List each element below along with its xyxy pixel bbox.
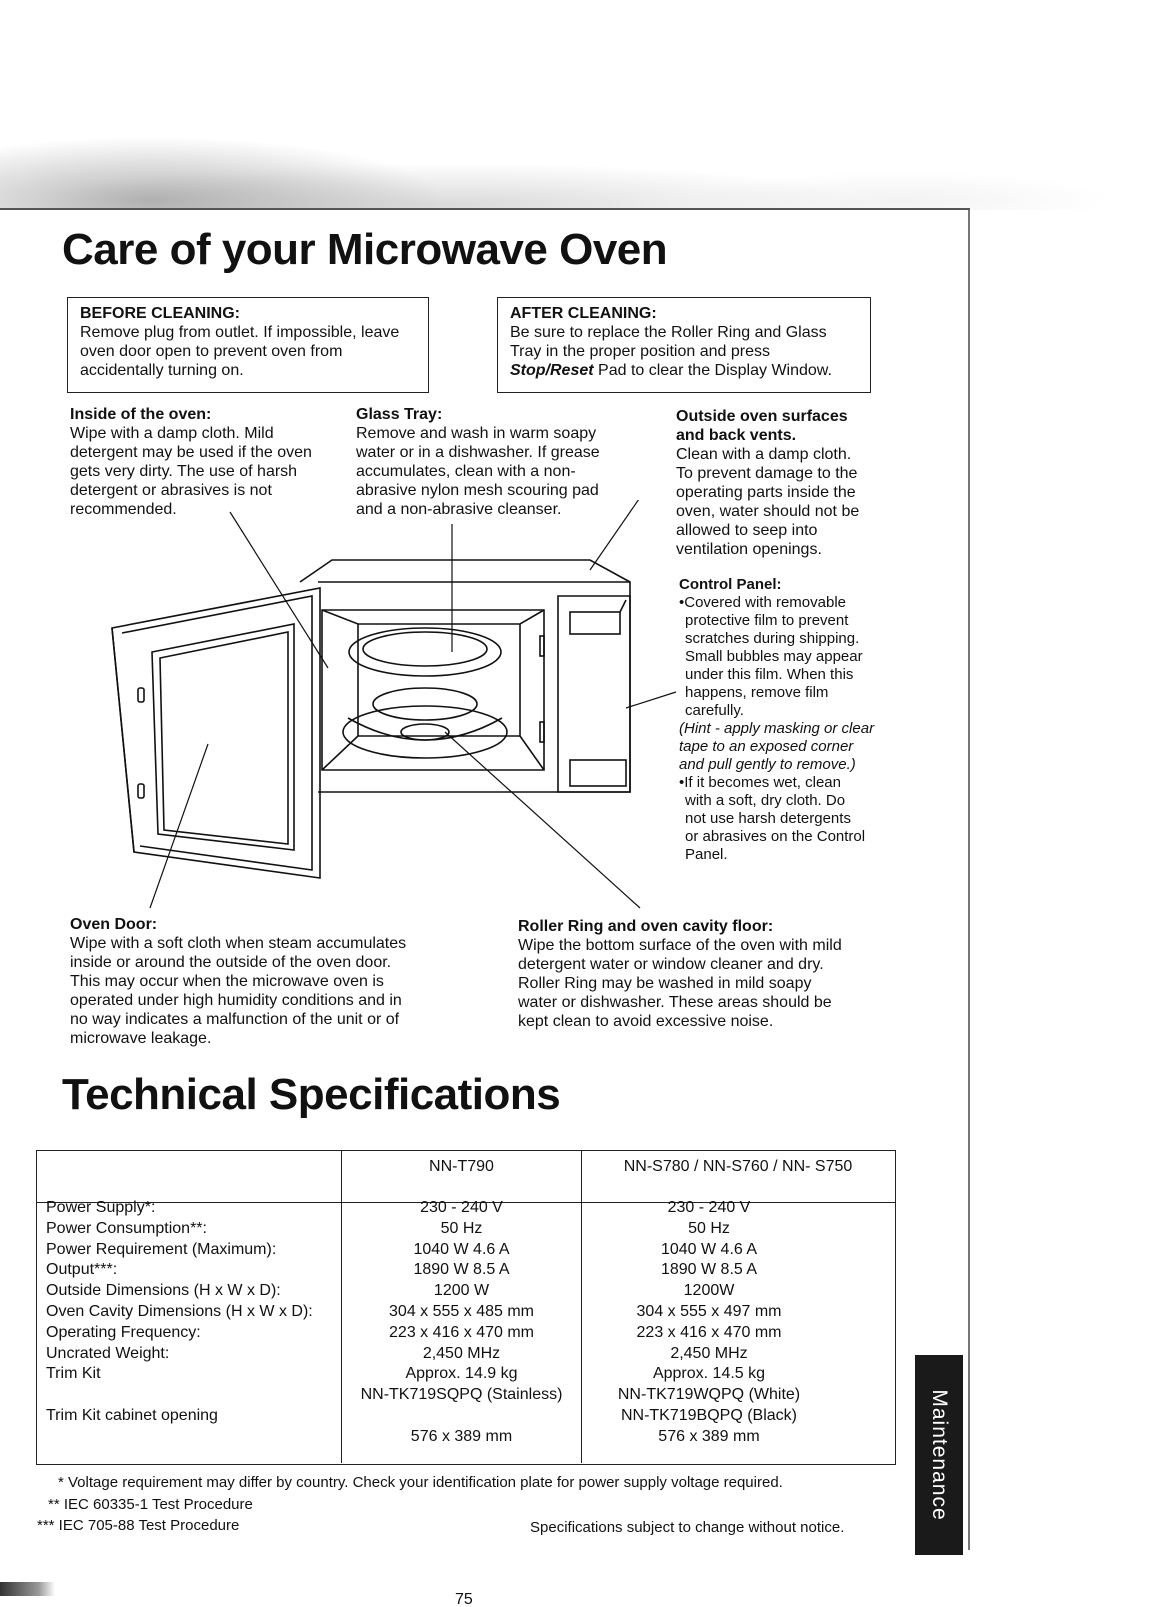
spec-label: Trim Kit cabinet opening <box>46 1407 218 1425</box>
spec-value: 2,450 MHz <box>670 1344 748 1362</box>
spec-value: 304 x 555 x 485 mm <box>389 1302 534 1320</box>
spec-values-t790 <box>342 1198 581 1448</box>
inside-oven-section: Inside of the oven: Wipe with a damp cloth. Mild detergent may be used if the oven gets very dirty. The use of harsh detergent or abrasives is not recommended. <box>70 405 345 519</box>
spec-value: NN-TK719WQPQ (White) <box>617 1386 801 1404</box>
maintenance-tab-label: Maintenance <box>928 1389 951 1521</box>
spec-value: 1200 W <box>433 1282 490 1300</box>
oven-cabinet-drawing <box>300 560 630 792</box>
footnote-iec60335: ** IEC 60335-1 Test Procedure <box>48 1496 253 1513</box>
top-divider <box>0 208 970 210</box>
after-cleaning-box <box>497 297 871 393</box>
spec-value: 50 Hz <box>440 1219 483 1237</box>
before-cleaning-box <box>67 297 429 393</box>
after-cleaning-line: Stop/Reset Pad to clear the Display Window. <box>510 362 832 379</box>
scan-mark <box>0 1582 55 1596</box>
page-title: Care of your Microwave Oven <box>62 225 668 274</box>
roller-ring-heading: Roller Ring and oven cavity floor: <box>518 918 774 935</box>
spec-value: NN-TK719SQPQ (Stainless) <box>360 1386 563 1404</box>
spec-col-header-t790: NN-T790 <box>429 1158 494 1175</box>
specs-title: Technical Specifications <box>62 1070 561 1119</box>
maintenance-tab <box>915 1355 963 1555</box>
oven-door-section: Oven Door: Wipe with a soft cloth when steam accumulates inside or around the outside of the oven door. This may occur when the microwave oven is operated under high humidity conditions and in no way indicates a malfunction of the unit or of microwave leakage. <box>70 915 470 1048</box>
right-margin-rule <box>968 210 970 1550</box>
spec-change-notice: Specifications subject to change without notice. <box>530 1519 845 1536</box>
spec-value: 1200W <box>683 1282 735 1300</box>
spec-labels <box>46 1198 341 1427</box>
spec-value: Approx. 14.9 kg <box>405 1365 518 1383</box>
spec-value: 1040 W 4.6 A <box>660 1240 758 1258</box>
control-panel-section: Control Panel: •Covered with removable protective film to prevent scratches during shipping. Small bubbles may appear under this film. When this happens, remove film carefully. (Hint - apply masking or clear tape to an exposed corner and pull gently to remove.) •If it becomes wet, clean with a soft, dry cloth. Do not use harsh detergents or abrasives on the Control Panel. <box>679 576 899 864</box>
spec-value: 230 - 240 V <box>667 1199 751 1216</box>
spec-values-s780 <box>582 1198 836 1448</box>
spec-value: 576 x 389 mm <box>658 1427 760 1445</box>
spec-value: 304 x 555 x 497 mm <box>636 1302 782 1320</box>
before-cleaning-heading: BEFORE CLEANING: <box>80 305 240 322</box>
before-cleaning-line: accidentally turning on. <box>80 362 244 379</box>
spec-label <box>46 1385 341 1406</box>
glass-tray-heading: Glass Tray: <box>356 406 443 423</box>
spec-label: Power Requirement (Maximum): <box>46 1240 277 1258</box>
spec-label: Operating Frequency: <box>46 1323 201 1341</box>
control-panel-hint: (Hint - apply masking or clear <box>679 720 875 737</box>
glass-tray-drawing <box>343 628 507 758</box>
glass-tray-section: Glass Tray: Remove and wash in warm soapy water or in a dishwasher. If grease accumulates, clean with a non- abrasive nylon mesh scouring pad and a non-abrasive cleanser. <box>356 405 646 519</box>
spec-value: 1890 W 8.5 A <box>413 1261 510 1279</box>
spec-value: 230 - 240 V <box>420 1199 503 1216</box>
spec-label: Outside Dimensions (H x W x D): <box>46 1282 281 1300</box>
spec-value: NN-TK719BQPQ (Black) <box>620 1406 798 1424</box>
control-panel-drawing <box>558 596 630 792</box>
spec-value: 1040 W 4.6 A <box>413 1240 510 1258</box>
spec-label: Oven Cavity Dimensions (H x W x D): <box>46 1302 313 1320</box>
spec-label: Trim Kit <box>46 1365 101 1383</box>
before-cleaning-line: oven door open to prevent oven from <box>80 343 343 360</box>
spec-label: Uncrated Weight: <box>46 1344 170 1362</box>
outside-surfaces-heading: Outside oven surfaces <box>676 408 848 425</box>
control-panel-heading: Control Panel: <box>679 576 782 593</box>
outside-surfaces-section: Outside oven surfaces and back vents. Clean with a damp cloth. To prevent damage to the operating parts inside the oven, water should not be allowed to seep into ventilation openings. <box>676 407 891 559</box>
roller-ring-section: Roller Ring and oven cavity floor: Wipe the bottom surface of the oven with mild detergent water or window cleaner and dry. Roller Ring may be washed in mild soapy water or dishwasher. These areas should be kept clean to avoid excessive noise. <box>518 917 908 1031</box>
inside-oven-heading: Inside of the oven: <box>70 406 212 423</box>
stop-reset-emphasis: Stop/Reset <box>510 362 594 379</box>
spec-value: 2,450 MHz <box>422 1344 501 1362</box>
spec-value <box>342 1406 581 1427</box>
after-cleaning-line: Tray in the proper position and press <box>510 343 770 360</box>
spec-col-header-s780: NN-S780 / NN-S760 / NN- S750 <box>623 1158 853 1175</box>
footnote-voltage: * Voltage requirement may differ by country. Check your identification plate for power supply voltage required. <box>58 1474 783 1491</box>
spec-label: Output***: <box>46 1261 118 1279</box>
before-cleaning-line: Remove plug from outlet. If impossible, leave <box>80 324 400 341</box>
after-cleaning-heading: AFTER CLEANING: <box>510 305 657 322</box>
spec-value: 223 x 416 x 470 mm <box>636 1323 782 1341</box>
spec-value: 1890 W 8.5 A <box>660 1261 758 1279</box>
spec-value: 223 x 416 x 470 mm <box>389 1323 534 1341</box>
spec-label: Power Supply*: <box>46 1199 156 1216</box>
spec-label: Power Consumption**: <box>46 1219 207 1237</box>
oven-door-heading: Oven Door: <box>70 916 158 933</box>
scan-shading <box>0 0 1151 210</box>
microwave-illustration <box>100 500 680 910</box>
page-number: 75 <box>455 1592 473 1607</box>
footnote-iec705: *** IEC 705-88 Test Procedure <box>37 1517 240 1534</box>
oven-door-drawing <box>112 588 320 878</box>
spec-value: 576 x 389 mm <box>410 1427 513 1445</box>
spec-value: Approx. 14.5 kg <box>652 1365 766 1383</box>
after-cleaning-line: Be sure to replace the Roller Ring and Glass <box>510 324 827 341</box>
leader-lines <box>150 500 676 908</box>
spec-value: 50 Hz <box>688 1219 730 1237</box>
